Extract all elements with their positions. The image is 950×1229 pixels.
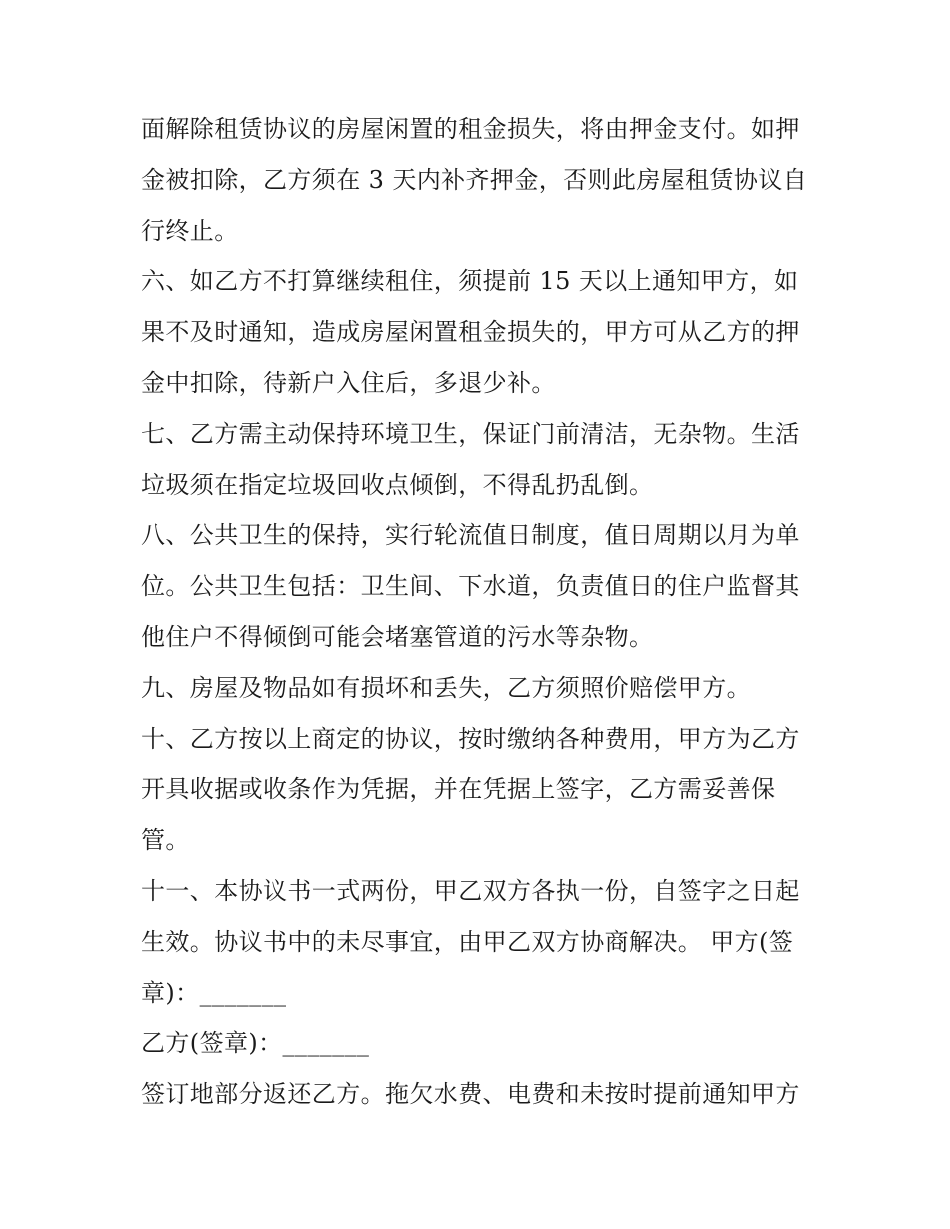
text-line: 开具收据或收条作为凭据，并在凭据上签字，乙方需妥善保 — [141, 775, 776, 804]
text-line: 果不及时通知，造成房屋闲置租金损失的，甲方可从乙方的押 — [141, 318, 800, 347]
text-line: 位。公共卫生包括：卫生间、下水道，负责值日的住户监督其 — [141, 572, 800, 601]
clause-6: 六、如乙方不打算继续租住，须提前 15 天以上通知甲方，如 — [141, 267, 799, 296]
text-line: 生效。协议书中的未尽事宜，由甲乙双方协商解决。 甲方(签 — [141, 927, 794, 956]
text-line: 面解除租赁协议的房屋闲置的租金损失，将由押金支付。如押 — [141, 115, 800, 143]
text-line: 行终止。 — [141, 216, 239, 245]
party-b-signature: 乙方(签章)：_______ — [141, 1029, 370, 1058]
document-page — [141, 104, 821, 1120]
clause-9: 九、房屋及物品如有损坏和丢失，乙方须照价赔偿甲方。 — [141, 673, 751, 702]
text-line: 签订地部分返还乙方。拖欠水费、电费和未按时提前通知甲方 — [141, 1080, 800, 1109]
clause-8: 八、公共卫生的保持，实行轮流值日制度，值日周期以月为单 — [141, 521, 800, 550]
clause-10: 十、乙方按以上商定的协议，按时缴纳各种费用，甲方为乙方 — [141, 724, 800, 753]
text-line: 金中扣除，待新户入住后，多退少补。 — [141, 368, 556, 397]
text-line: 垃圾须在指定垃圾回收点倾倒，不得乱扔乱倒。 — [141, 470, 654, 499]
clause-11: 十一、本协议书一式两份，甲乙双方各执一份，自签字之日起 — [141, 876, 800, 905]
clause-7: 七、乙方需主动保持环境卫生，保证门前清洁，无杂物。生活 — [141, 419, 800, 448]
text-line: 金被扣除，乙方须在 3 天内补齐押金，否则此房屋租赁协议自 — [141, 165, 808, 194]
party-a-signature: 章)：_______ — [141, 978, 287, 1007]
text-line: 他住户不得倾倒可能会堵塞管道的污水等杂物。 — [141, 622, 654, 651]
text-line: 管。 — [141, 826, 190, 855]
